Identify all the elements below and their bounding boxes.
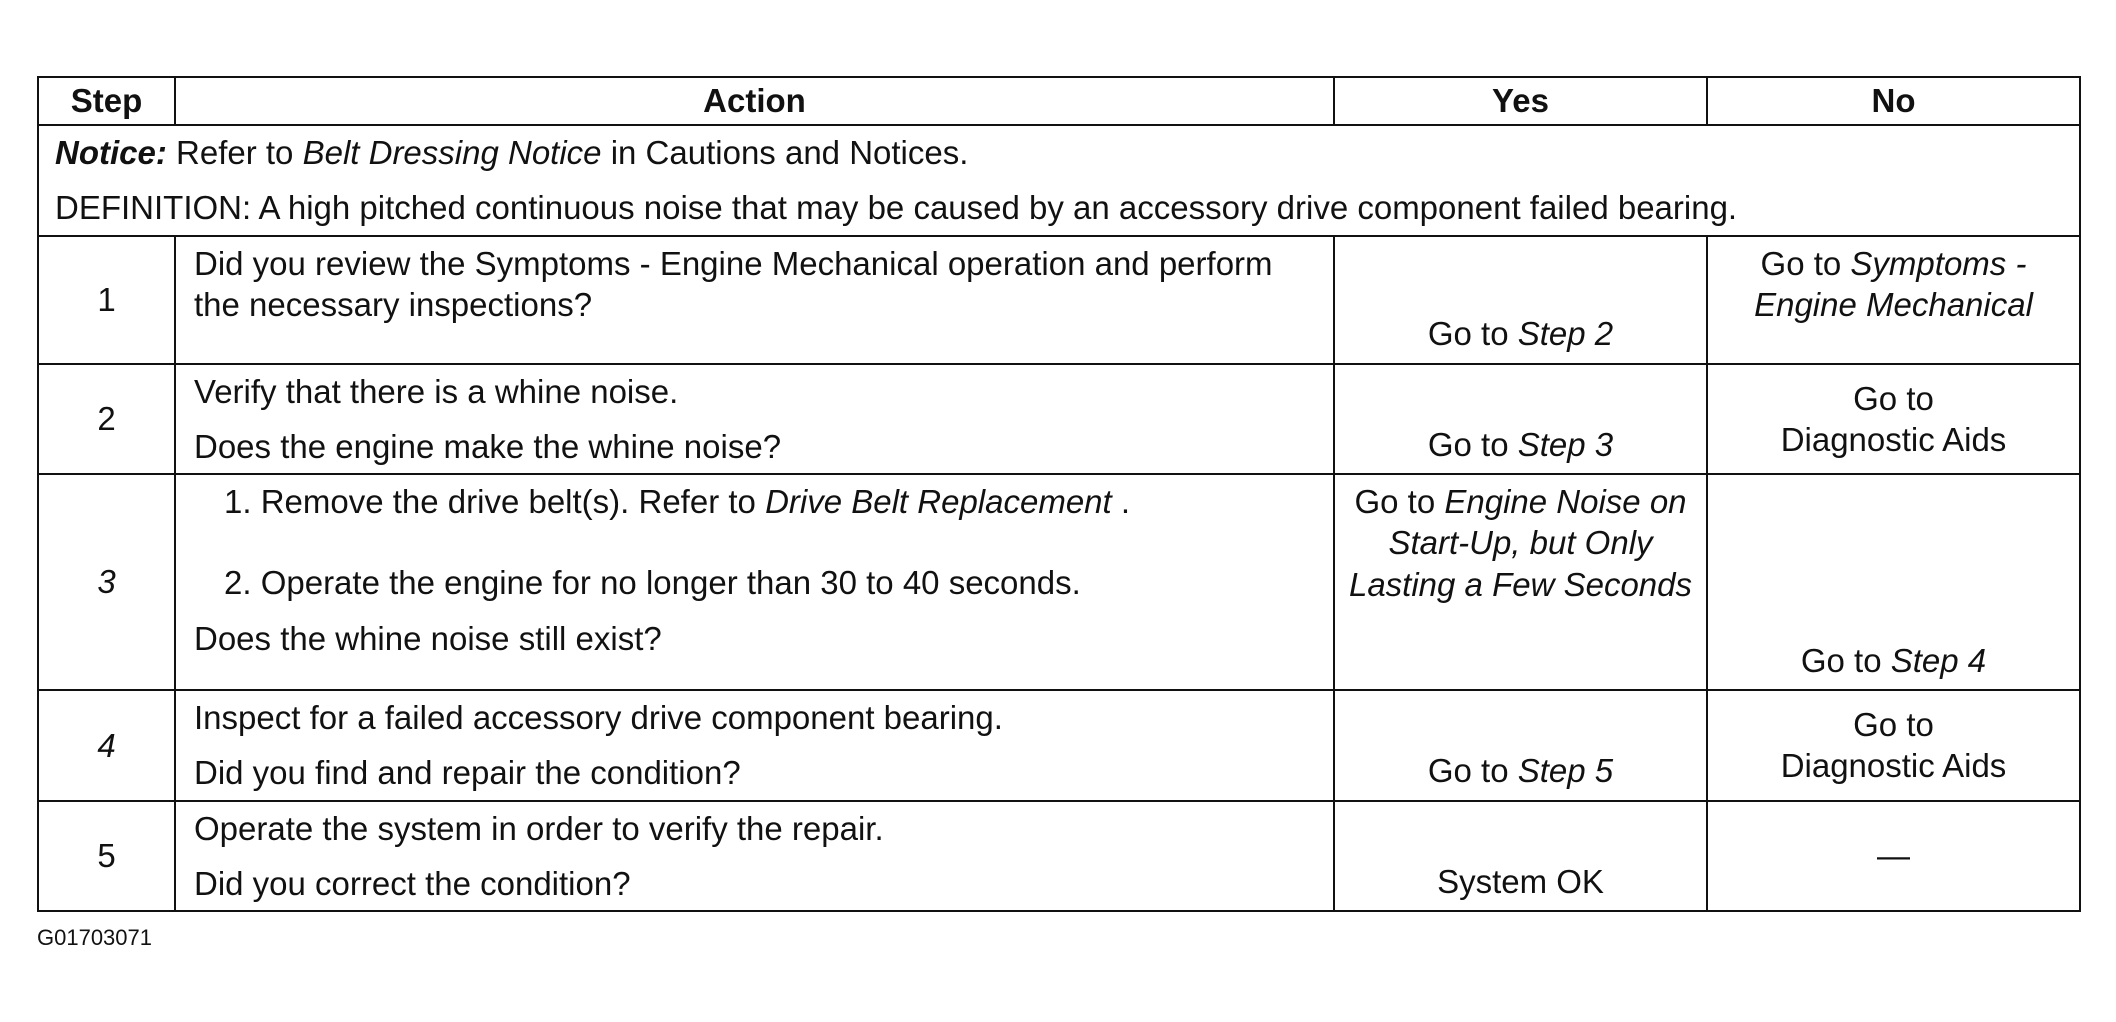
notice-pre: Refer to [166, 134, 303, 171]
notice-text [55, 132, 2063, 173]
step-number: 5 [38, 801, 175, 912]
definition-text: DEFINITION: A high pitched continuous noise that may be caused by an accessory drive component failed bearing. [55, 189, 1738, 227]
action-item: 2. Operate the engine for no longer than 30 to 40 seconds. [224, 564, 1081, 602]
no-link: Step 4 [1890, 641, 1987, 679]
header-yes: Yes [1334, 77, 1707, 125]
yes-pre: Go to [1354, 483, 1445, 520]
notice-post: in Cautions and Notices. [601, 134, 969, 171]
header-step: Step [38, 77, 175, 125]
no-text: Go to [1853, 706, 1934, 743]
no-cell [1707, 690, 2080, 801]
table-row [38, 236, 2080, 364]
action-text: Operate the system in order to verify the repair. [194, 809, 884, 847]
yes-link: Step 3 [1517, 425, 1614, 463]
yes-link: Step 2 [1517, 315, 1614, 353]
step-number: 4 [38, 690, 175, 801]
table-row [38, 474, 2080, 690]
notice-cell [38, 125, 2080, 236]
action-question: Does the whine noise still exist? [194, 619, 662, 657]
header-action: Action [175, 77, 1334, 125]
action-cell [175, 801, 1334, 912]
no-link: Diagnostic Aids [1780, 747, 2007, 785]
yes-pre: Go to [1427, 425, 1518, 463]
step-number: 1 [38, 236, 175, 364]
yes-pre: Go to [1427, 752, 1518, 790]
action-cell [175, 690, 1334, 801]
action-question: Did you find and repair the condition? [194, 754, 741, 792]
action-text: Did you review the Symptoms - Engine Mechanical operation and perform the necessary inspections? [194, 244, 1273, 323]
yes-pre: Go to [1427, 315, 1518, 353]
diagnostic-table [37, 76, 2081, 912]
yes-cell [1334, 474, 1707, 690]
action-cell [175, 364, 1334, 475]
no-link: Diagnostic Aids [1780, 420, 2007, 458]
notice-row [38, 125, 2080, 236]
no-pre: Go to [1760, 244, 1851, 282]
no-cell [1707, 474, 2080, 690]
no-cell: — [1707, 801, 2080, 912]
item-post: . [1111, 483, 1131, 520]
yes-cell: System OK [1334, 801, 1707, 912]
no-cell [1707, 236, 2080, 364]
table-row [38, 801, 2080, 912]
table-row [38, 364, 2080, 475]
step-number: 2 [38, 364, 175, 475]
action-cell [175, 236, 1334, 364]
header-row [38, 77, 2080, 125]
action-question: Did you correct the condition? [194, 864, 631, 902]
figure-code: G01703071 [37, 925, 152, 950]
header-no: No [1707, 77, 2080, 125]
table-row [38, 690, 2080, 801]
notice-label: Notice: [55, 134, 167, 171]
action-text: Inspect for a failed accessory drive component bearing. [194, 699, 1003, 736]
yes-cell [1334, 690, 1707, 801]
notice-link: Belt Dressing Notice [302, 134, 602, 171]
yes-link: Step 5 [1517, 752, 1614, 790]
yes-link: Engine Noise on Start-Up, but Only Lasting a Few Seconds [1348, 483, 1693, 603]
action-item [194, 481, 1315, 522]
action-text: Verify that there is a whine noise. [194, 372, 679, 410]
action-question: Does the engine make the whine noise? [194, 427, 782, 465]
yes-cell [1334, 364, 1707, 475]
no-pre: Go to [1800, 641, 1891, 679]
no-cell [1707, 364, 2080, 475]
yes-cell [1334, 236, 1707, 364]
step-number: 3 [38, 474, 175, 690]
action-cell [175, 474, 1334, 690]
no-text: Go to [1853, 379, 1934, 417]
item-link: Drive Belt Replacement [765, 483, 1112, 520]
item-text: 1. Remove the drive belt(s). Refer to [224, 483, 766, 520]
no-link: Symptoms - Engine Mechanical [1754, 244, 2033, 323]
